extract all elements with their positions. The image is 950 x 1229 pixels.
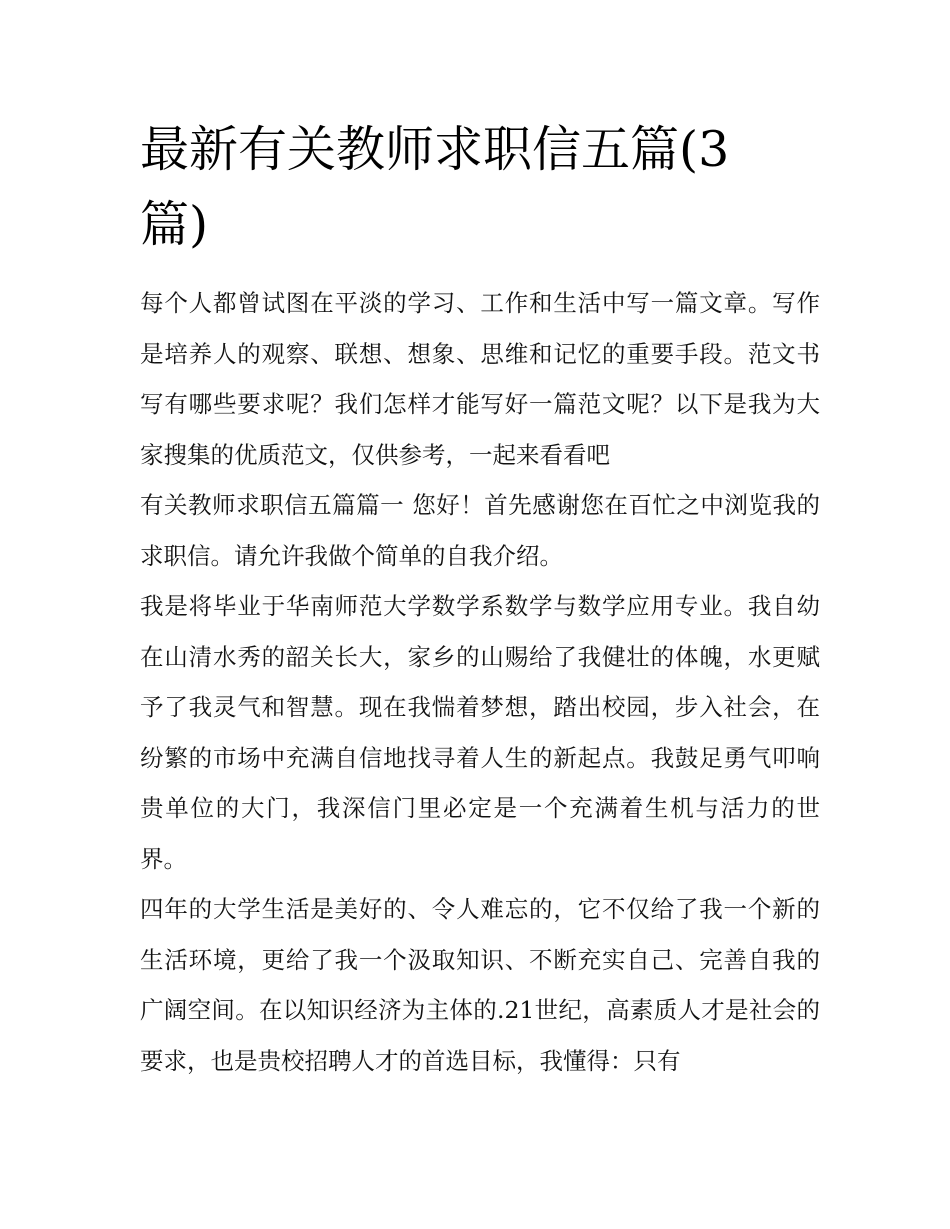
paragraph-intro: 每个人都曾试图在平淡的学习、工作和生活中写一篇文章。写作是培养人的观察、联想、想象、思维和记忆的重要手段。范文书写有哪些要求呢？我们怎样才能写好一篇范文呢？以下是我为大家搜集的优质范文，仅供参考，一起来看看吧 — [140, 289, 820, 469]
document-title: 最新有关教师求职信五篇(3篇) — [140, 121, 730, 253]
paragraph-greeting: 有关教师求职信五篇篇一 您好！首先感谢您在百忙之中浏览我的求职信。请允许我做个简单的自我介绍。 — [140, 491, 820, 570]
document-body — [140, 278, 820, 1086]
paragraph-background: 我是将毕业于华南师范大学数学系数学与数学应用专业。我自幼在山清水秀的韶关长大，家乡的山赐给了我健壮的体魄，水更赋予了我灵气和智慧。现在我惴着梦想，踏出校园，步入社会，在纷繁的市场中充满自信地找寻着人生的新起点。我鼓足勇气叩响贵单位的大门，我深信门里必定是一个充满着生机与活力的世界。 — [140, 592, 820, 873]
paragraph-university-life: 四年的大学生活是美好的、令人难忘的，它不仅给了我一个新的生活环境，更给了我一个汲取知识、不断充实自己、完善自我的广阔空间。在以知识经济为主体的.21世纪，高素质人才是社会的要求，也是贵校招聘人才的首选目标，我懂得：只有 — [140, 895, 820, 1075]
